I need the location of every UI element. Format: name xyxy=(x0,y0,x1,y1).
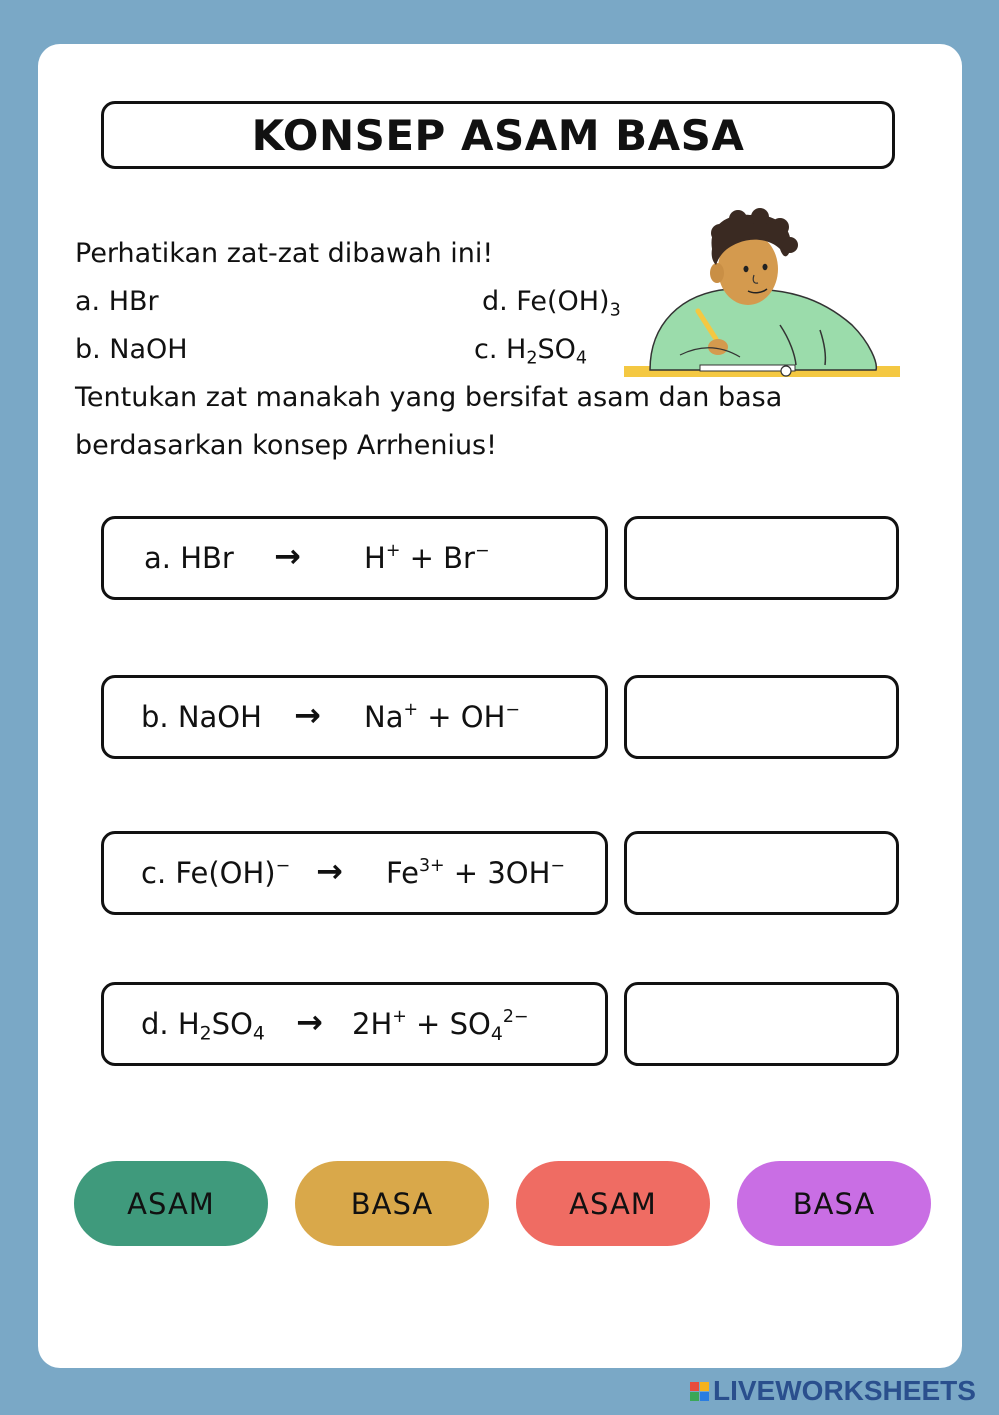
arrow-icon: → xyxy=(294,696,321,734)
option-asam-2[interactable]: ASAM xyxy=(516,1161,710,1246)
equation-b-right: Na+ + OH− xyxy=(364,700,520,735)
item-d: d. $Fe(OH)_3$ xyxy=(482,286,621,321)
logo-icon xyxy=(690,1382,709,1401)
page-title-text: KONSEP ASAM BASA xyxy=(251,110,745,160)
equation-box-a xyxy=(101,516,608,600)
question-line-2: berdasarkan konsep Arrhenius! xyxy=(75,430,497,461)
equation-box-d xyxy=(101,982,608,1066)
answer-drop-zone-c[interactable] xyxy=(624,831,899,915)
equation-c-left: c. Fe(OH)− xyxy=(141,856,291,891)
equation-d-right: $2H^+ + SO_4^{2-}$ xyxy=(352,1007,529,1045)
equation-a-left: a. HBr xyxy=(144,541,234,575)
item-a: a. HBr xyxy=(75,286,159,317)
option-basa-1[interactable]: BASA xyxy=(295,1161,489,1246)
equation-d-left: d. $H_2SO_4$ xyxy=(141,1007,265,1045)
equation-c-right: $Fe^{3+} + 3OH^-$ xyxy=(386,856,565,891)
intro-heading: Perhatikan zat-zat dibawah ini! xyxy=(75,238,494,269)
student-writing-illustration xyxy=(620,205,905,385)
page-title xyxy=(101,101,895,169)
option-asam-1[interactable]: ASAM xyxy=(74,1161,268,1246)
option-basa-2[interactable]: BASA xyxy=(737,1161,931,1246)
equation-box-c xyxy=(101,831,608,915)
arrow-icon: → xyxy=(274,537,301,575)
item-b: b. NaOH xyxy=(75,334,188,365)
answer-drop-zone-d[interactable] xyxy=(624,982,899,1066)
answer-drop-zone-b[interactable] xyxy=(624,675,899,759)
arrow-icon: → xyxy=(316,852,343,890)
liveworksheets-logo xyxy=(690,1374,976,1408)
answer-drop-zone-a[interactable] xyxy=(624,516,899,600)
arrow-icon: → xyxy=(296,1003,323,1041)
item-c: c. $H_2SO_4$ xyxy=(474,334,588,369)
equation-a-right: H+ + Br− xyxy=(364,541,490,576)
equation-box-b xyxy=(101,675,608,759)
question-line-1: Tentukan zat manakah yang bersifat asam dan basa xyxy=(75,382,783,413)
equation-b-left: b. NaOH xyxy=(141,700,262,734)
brand-name: LIVEWORKSHEETS xyxy=(713,1375,976,1406)
